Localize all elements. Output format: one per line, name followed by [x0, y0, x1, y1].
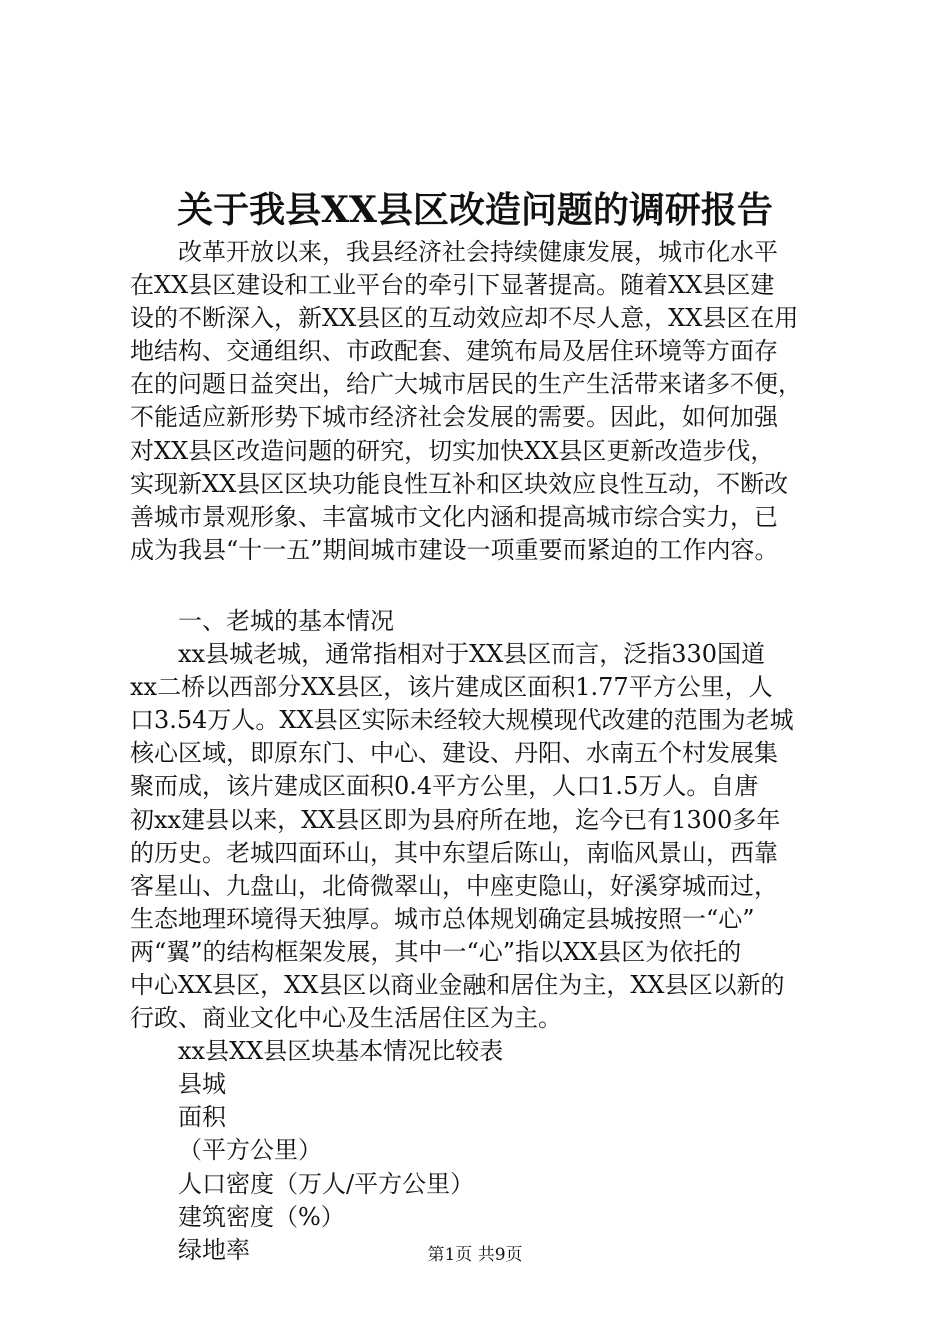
paragraph-line: 在XX县区建设和工业平台的牵引下显著提高。随着XX县区建 [130, 271, 775, 300]
paragraph-line: 善城市景观形象、丰富城市文化内涵和提高城市综合实力，已 [130, 502, 778, 531]
document-body [130, 236, 850, 1267]
paragraph-line: 生态地理环境得天独厚。城市总体规划确定县城按照一“心” [130, 904, 755, 933]
table-cell: 建筑密度（%） [178, 1202, 345, 1231]
document-title: 关于我县XX县区改造问题的调研报告 [177, 189, 773, 231]
paragraph-line: xx县城老城，通常指相对于XX县区而言，泛指330国道 [178, 640, 766, 669]
paragraph-line: 行政、商业文化中心及生活居住区为主。 [130, 1004, 562, 1033]
page-footer: 第1页 共9页 [427, 1245, 523, 1265]
paragraph-line: 中心XX县区，XX县区以商业金融和居住为主，XX县区以新的 [130, 970, 785, 999]
paragraph-line: 口3.54万人。XX县区实际未经较大规模现代改建的范围为老城 [130, 706, 794, 735]
table-cell: 面积 [178, 1103, 226, 1132]
paragraph-line: 聚而成，该片建成区面积0.4平方公里，人口1.5万人。自唐 [130, 772, 759, 801]
paragraph-line: 在的问题日益突出，给广大城市居民的生产生活带来诸多不便， [130, 370, 802, 399]
paragraph-gap [130, 567, 850, 605]
paragraph-line: 地结构、交通组织、市政配套、建筑布局及居住环境等方面存 [130, 337, 778, 366]
paragraph-line: 成为我县“十一五”期间城市建设一项重要而紧迫的工作内容。 [130, 535, 779, 564]
paragraph-line: 不能适应新形势下城市经济社会发展的需要。因此，如何加强 [130, 403, 778, 432]
table-cell: 人口密度（万人/平方公里） [178, 1169, 475, 1198]
table-cell: 县城 [178, 1070, 226, 1099]
paragraph-line: 核心区域，即原东门、中心、建设、丹阳、水南五个村发展集 [130, 739, 778, 768]
paragraph-line: 对XX县区改造问题的研究，切实加快XX县区更新改造步伐， [130, 436, 775, 465]
paragraph-line: 初xx建县以来，XX县区即为县府所在地，迄今已有1300多年 [130, 805, 781, 834]
table-cell: 绿地率 [178, 1235, 250, 1264]
table-caption: xx县XX县区块基本情况比较表 [178, 1037, 504, 1066]
paragraph-line: 两“翼”的结构框架发展，其中一“心”指以XX县区为依托的 [130, 937, 742, 966]
table-cell: （平方公里） [178, 1136, 322, 1165]
paragraph-line: 客星山、九盘山，北倚微翠山，中座吏隐山，好溪穿城而过， [130, 871, 778, 900]
section-heading: 一、老城的基本情况 [178, 606, 394, 635]
paragraph-line: 的历史。老城四面环山，其中东望后陈山，南临风景山，西靠 [130, 838, 778, 867]
paragraph-line: 改革开放以来，我县经济社会持续健康发展，城市化水平 [178, 238, 778, 266]
paragraph-line: xx二桥以西部分XX县区，该片建成区面积1.77平方公里，人 [130, 673, 773, 702]
paragraph-line: 设的不断深入，新XX县区的互动效应却不尽人意，XX县区在用 [130, 304, 799, 333]
paragraph-line: 实现新XX县区区块功能良性互补和区块效应良性互动，不断改 [130, 469, 789, 498]
